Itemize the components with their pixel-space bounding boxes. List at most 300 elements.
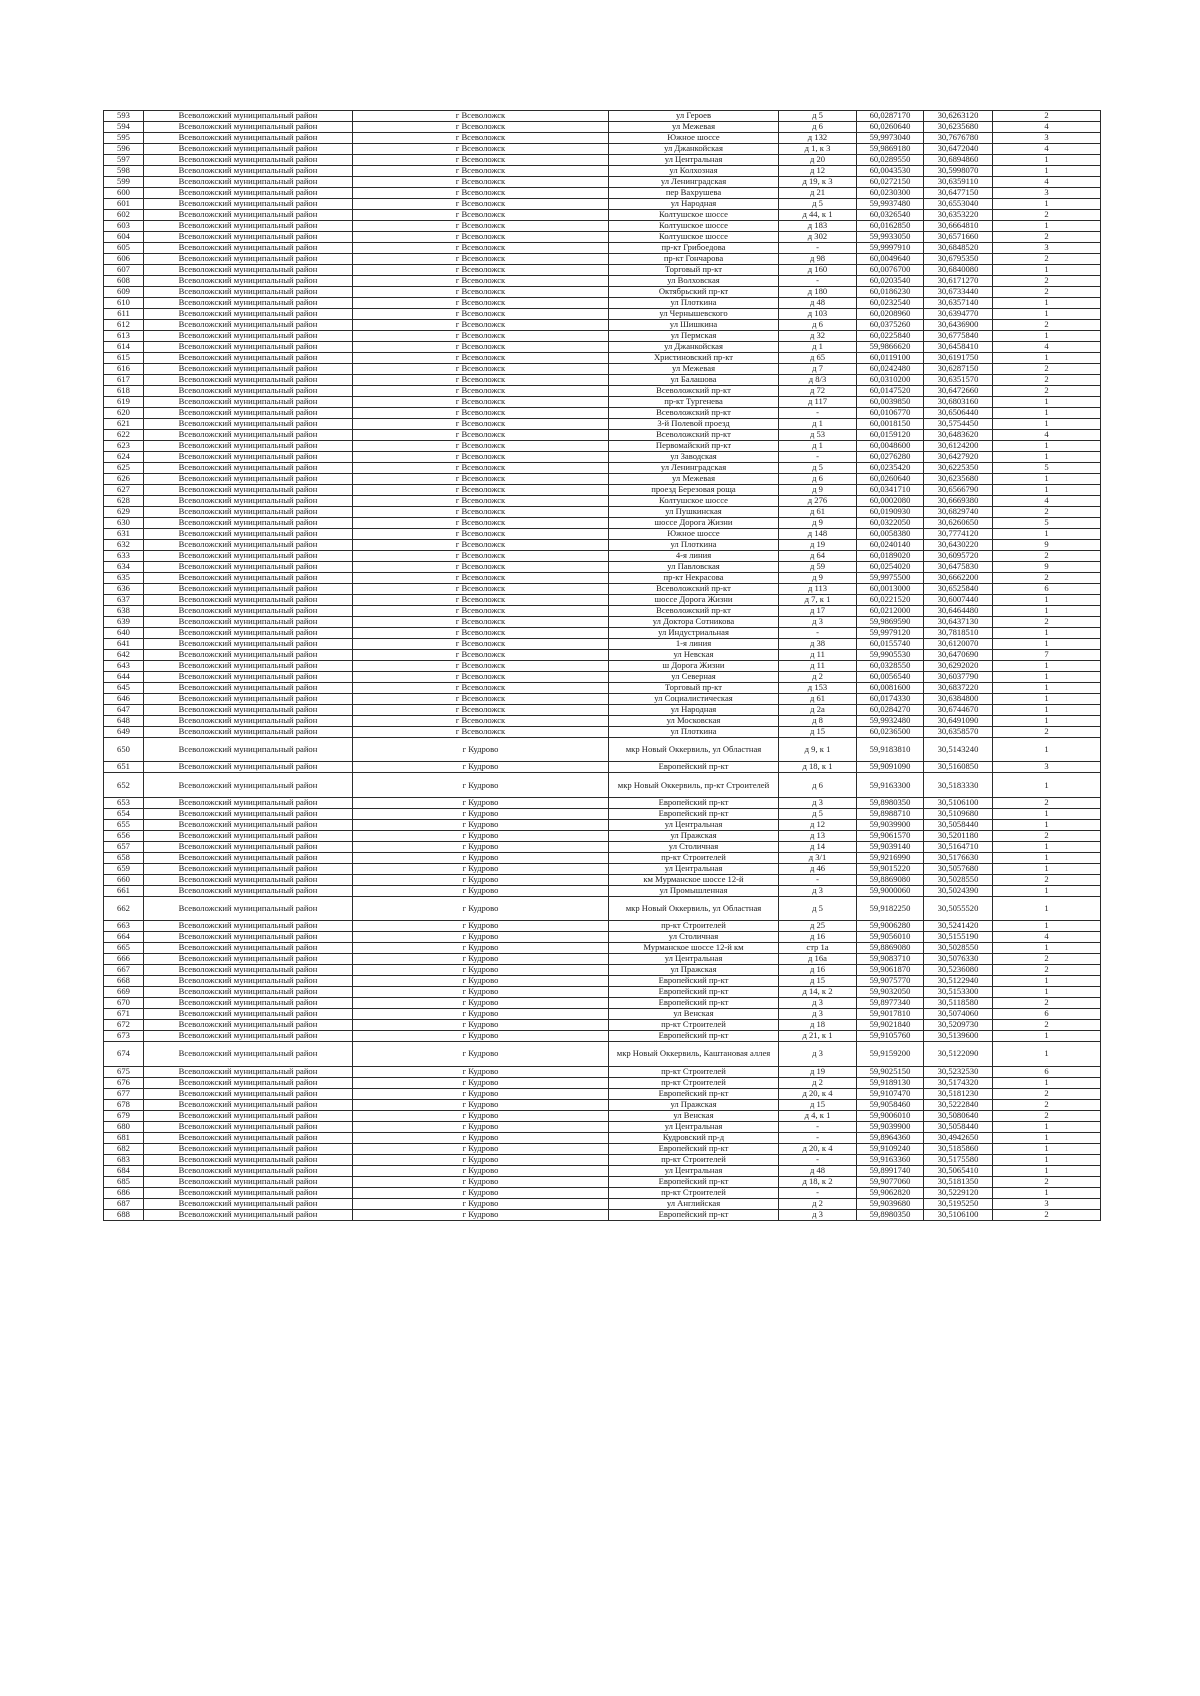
cell-latitude: 59,8980350 [857,1209,924,1220]
cell-latitude: 60,0189020 [857,551,924,562]
cell-latitude: 60,0081600 [857,683,924,694]
cell-row-number: 658 [104,852,144,863]
cell-city: г Всеволожск [353,397,609,408]
cell-longitude: 30,6475830 [924,562,993,573]
cell-city: г Кудрово [353,1154,609,1165]
cell-house: д 7, к 1 [779,595,857,606]
cell-district: Всеволожский муниципальный район [144,430,353,441]
table-row [104,584,1101,595]
cell-city: г Кудрово [353,1209,609,1220]
cell-latitude: 60,0013000 [857,584,924,595]
cell-count: 2 [993,1176,1101,1187]
cell-street: ул Промышленная [609,885,779,896]
cell-city: г Кудрово [353,808,609,819]
cell-city: г Всеволожск [353,364,609,375]
cell-street: ул Павловская [609,562,779,573]
cell-count: 7 [993,650,1101,661]
cell-district: Всеволожский муниципальный район [144,998,353,1009]
cell-longitude: 30,6472040 [924,144,993,155]
table-row [104,650,1101,661]
cell-street: ул Пражская [609,1099,779,1110]
cell-city: г Всеволожск [353,485,609,496]
table-row [104,430,1101,441]
cell-house: д 117 [779,397,857,408]
cell-house: д 21 [779,188,857,199]
table-row [104,830,1101,841]
cell-latitude: 60,0203540 [857,276,924,287]
cell-street: мкр Новый Оккервиль, Каштановая аллея [609,1042,779,1066]
cell-house: д 16а [779,954,857,965]
cell-city: г Всеволожск [353,518,609,529]
cell-latitude: 59,9866620 [857,342,924,353]
cell-row-number: 670 [104,998,144,1009]
cell-city: г Всеволожск [353,166,609,177]
cell-longitude: 30,6525840 [924,584,993,595]
cell-longitude: 30,6037790 [924,672,993,683]
cell-city: г Всеволожск [353,474,609,485]
cell-street: Торговый пр-кт [609,683,779,694]
cell-row-number: 639 [104,617,144,628]
cell-house: д 25 [779,921,857,932]
cell-latitude: 60,0174330 [857,694,924,705]
cell-count: 1 [993,1031,1101,1042]
cell-count: 4 [993,342,1101,353]
cell-count: 2 [993,1209,1101,1220]
cell-district: Всеволожский муниципальный район [144,309,353,320]
cell-house: д 21, к 1 [779,1031,857,1042]
cell-street: ул Волховская [609,276,779,287]
cell-city: г Кудрово [353,932,609,943]
table-row [104,1009,1101,1020]
cell-row-number: 620 [104,408,144,419]
cell-row-number: 632 [104,540,144,551]
cell-street: Европейский пр-кт [609,1143,779,1154]
cell-longitude: 30,5164710 [924,841,993,852]
cell-district: Всеволожский муниципальный район [144,452,353,463]
cell-city: г Всеволожск [353,452,609,463]
cell-count: 6 [993,1066,1101,1077]
cell-district: Всеволожский муниципальный район [144,1099,353,1110]
cell-latitude: 59,9105760 [857,1031,924,1042]
cell-district: Всеволожский муниципальный район [144,773,353,797]
cell-latitude: 59,8869080 [857,943,924,954]
cell-city: г Всеволожск [353,155,609,166]
cell-longitude: 30,5232530 [924,1066,993,1077]
cell-house: д 16 [779,932,857,943]
cell-latitude: 59,8869080 [857,874,924,885]
table-row [104,551,1101,562]
cell-longitude: 30,6436900 [924,320,993,331]
cell-row-number: 610 [104,298,144,309]
cell-row-number: 629 [104,507,144,518]
cell-city: г Кудрово [353,1132,609,1143]
cell-row-number: 681 [104,1132,144,1143]
table-row [104,885,1101,896]
cell-latitude: 60,0260640 [857,474,924,485]
cell-row-number: 607 [104,265,144,276]
cell-count: 1 [993,265,1101,276]
cell-house: д 9 [779,518,857,529]
table-row [104,353,1101,364]
cell-street: Колтушское шоссе [609,210,779,221]
table-row [104,518,1101,529]
cell-row-number: 598 [104,166,144,177]
cell-street: ул Плоткина [609,727,779,738]
table-row [104,562,1101,573]
cell-count: 5 [993,518,1101,529]
cell-latitude: 60,0039850 [857,397,924,408]
cell-latitude: 60,0043530 [857,166,924,177]
cell-district: Всеволожский муниципальный район [144,122,353,133]
cell-district: Всеволожский муниципальный район [144,705,353,716]
cell-latitude: 60,0225840 [857,331,924,342]
cell-count: 3 [993,133,1101,144]
cell-street: ул Социалистическая [609,694,779,705]
cell-row-number: 602 [104,210,144,221]
cell-city: г Всеволожск [353,507,609,518]
table-row [104,540,1101,551]
cell-longitude: 30,5074060 [924,1009,993,1020]
cell-count: 2 [993,1088,1101,1099]
cell-latitude: 60,0208960 [857,309,924,320]
cell-house: д 44, к 1 [779,210,857,221]
cell-longitude: 30,6837220 [924,683,993,694]
cell-count: 4 [993,496,1101,507]
cell-count: 1 [993,606,1101,617]
cell-row-number: 688 [104,1209,144,1220]
table-row [104,819,1101,830]
cell-house: д 19, к 3 [779,177,857,188]
cell-longitude: 30,5028550 [924,943,993,954]
cell-street: пр-кт Строителей [609,1187,779,1198]
cell-count: 2 [993,1099,1101,1110]
cell-street: ул Плоткина [609,298,779,309]
table-row [104,375,1101,386]
cell-house: д 3 [779,617,857,628]
cell-latitude: 60,0147520 [857,386,924,397]
cell-district: Всеволожский муниципальный район [144,1143,353,1154]
cell-city: г Всеволожск [353,639,609,650]
cell-longitude: 30,6124200 [924,441,993,452]
cell-count: 1 [993,661,1101,672]
cell-street: Европейский пр-кт [609,987,779,998]
table-row [104,529,1101,540]
cell-latitude: 59,9025150 [857,1066,924,1077]
cell-latitude: 59,9006280 [857,921,924,932]
cell-count: 1 [993,199,1101,210]
table-row [104,863,1101,874]
cell-district: Всеволожский муниципальный район [144,1187,353,1198]
cell-count: 2 [993,254,1101,265]
cell-district: Всеволожский муниципальный район [144,529,353,540]
cell-row-number: 636 [104,584,144,595]
table-row [104,1143,1101,1154]
cell-latitude: 59,9973040 [857,133,924,144]
cell-house: д 103 [779,309,857,320]
cell-count: 2 [993,276,1101,287]
cell-count: 4 [993,430,1101,441]
cell-street: пр-кт Строителей [609,921,779,932]
table-row [104,166,1101,177]
cell-district: Всеволожский муниципальный район [144,738,353,762]
cell-count: 1 [993,221,1101,232]
cell-latitude: 59,9163360 [857,1154,924,1165]
cell-count: 3 [993,762,1101,773]
cell-city: г Кудрово [353,874,609,885]
cell-city: г Всеволожск [353,683,609,694]
cell-row-number: 655 [104,819,144,830]
cell-house: д 13 [779,830,857,841]
cell-district: Всеволожский муниципальный район [144,474,353,485]
cell-longitude: 30,5241420 [924,921,993,932]
cell-longitude: 30,5160850 [924,762,993,773]
cell-district: Всеволожский муниципальный район [144,943,353,954]
cell-row-number: 673 [104,1031,144,1042]
cell-house: д 14, к 2 [779,987,857,998]
cell-latitude: 59,9869590 [857,617,924,628]
cell-district: Всеволожский муниципальный район [144,987,353,998]
cell-row-number: 684 [104,1165,144,1176]
cell-district: Всеволожский муниципальный район [144,254,353,265]
table-row [104,232,1101,243]
cell-city: г Всеволожск [353,529,609,540]
table-row [104,177,1101,188]
cell-count: 6 [993,1009,1101,1020]
cell-street: Европейский пр-кт [609,1088,779,1099]
cell-longitude: 30,5155190 [924,932,993,943]
cell-longitude: 30,5176630 [924,852,993,863]
cell-house: д 153 [779,683,857,694]
cell-row-number: 615 [104,353,144,364]
table-row [104,874,1101,885]
table-row [104,606,1101,617]
cell-street: ул Народная [609,199,779,210]
cell-district: Всеволожский муниципальный район [144,276,353,287]
cell-district: Всеволожский муниципальный район [144,1031,353,1042]
table-row [104,797,1101,808]
cell-house: д 2 [779,1077,857,1088]
cell-longitude: 30,6669380 [924,496,993,507]
cell-house: д 12 [779,819,857,830]
cell-latitude: 59,9077060 [857,1176,924,1187]
cell-latitude: 59,9182250 [857,896,924,920]
table-row [104,320,1101,331]
cell-count: 2 [993,210,1101,221]
cell-row-number: 687 [104,1198,144,1209]
cell-row-number: 622 [104,430,144,441]
cell-street: Европейский пр-кт [609,976,779,987]
cell-latitude: 59,9937480 [857,199,924,210]
cell-row-number: 612 [104,320,144,331]
cell-house: д 302 [779,232,857,243]
table-row [104,408,1101,419]
cell-city: г Кудрово [353,819,609,830]
cell-district: Всеволожский муниципальный район [144,496,353,507]
cell-count: 1 [993,474,1101,485]
cell-district: Всеволожский муниципальный район [144,852,353,863]
cell-city: г Всеволожск [353,144,609,155]
cell-longitude: 30,5076330 [924,954,993,965]
table-row [104,595,1101,606]
cell-longitude: 30,6007440 [924,595,993,606]
cell-city: г Всеволожск [353,463,609,474]
cell-longitude: 30,5106100 [924,1209,993,1220]
cell-row-number: 613 [104,331,144,342]
cell-row-number: 634 [104,562,144,573]
cell-longitude: 30,6384800 [924,694,993,705]
cell-street: Первомайский пр-кт [609,441,779,452]
cell-count: 1 [993,885,1101,896]
cell-longitude: 30,5122940 [924,976,993,987]
cell-row-number: 628 [104,496,144,507]
cell-longitude: 30,5139600 [924,1031,993,1042]
cell-count: 1 [993,987,1101,998]
cell-row-number: 644 [104,672,144,683]
cell-street: ул Центральная [609,155,779,166]
table-row [104,672,1101,683]
cell-latitude: 59,8988710 [857,808,924,819]
cell-street: Европейский пр-кт [609,808,779,819]
cell-longitude: 30,6235680 [924,122,993,133]
cell-district: Всеволожский муниципальный район [144,863,353,874]
cell-count: 1 [993,921,1101,932]
cell-longitude: 30,6803160 [924,397,993,408]
cell-count: 1 [993,628,1101,639]
cell-house: д 180 [779,287,857,298]
cell-city: г Кудрово [353,976,609,987]
cell-house: д 15 [779,727,857,738]
cell-street: мкр Новый Оккервиль, ул Областная [609,896,779,920]
table-row [104,133,1101,144]
cell-row-number: 616 [104,364,144,375]
cell-house: д 5 [779,199,857,210]
cell-street: Европейский пр-кт [609,1176,779,1187]
cell-city: г Кудрово [353,841,609,852]
table-row [104,144,1101,155]
cell-count: 2 [993,111,1101,122]
cell-street: ул Невская [609,650,779,661]
cell-latitude: 60,0289550 [857,155,924,166]
cell-district: Всеволожский муниципальный район [144,606,353,617]
cell-count: 2 [993,320,1101,331]
cell-longitude: 30,5024390 [924,885,993,896]
cell-latitude: 60,0232540 [857,298,924,309]
cell-district: Всеволожский муниципальный район [144,932,353,943]
table-row [104,841,1101,852]
cell-row-number: 608 [104,276,144,287]
cell-latitude: 60,0310200 [857,375,924,386]
cell-longitude: 30,5080640 [924,1110,993,1121]
cell-district: Всеволожский муниципальный район [144,463,353,474]
cell-house: д 2 [779,672,857,683]
cell-street: ул Ленинградская [609,463,779,474]
cell-count: 9 [993,540,1101,551]
cell-street: Мурманское шоссе 12-й км [609,943,779,954]
cell-district: Всеволожский муниципальный район [144,232,353,243]
cell-longitude: 30,6566790 [924,485,993,496]
cell-longitude: 30,6458410 [924,342,993,353]
cell-city: г Всеволожск [353,573,609,584]
cell-city: г Всеволожск [353,496,609,507]
cell-latitude: 60,0236500 [857,727,924,738]
cell-city: г Всеволожск [353,188,609,199]
cell-street: Европейский пр-кт [609,1031,779,1042]
cell-house: д 38 [779,639,857,650]
cell-row-number: 601 [104,199,144,210]
table-row [104,1165,1101,1176]
cell-count: 1 [993,716,1101,727]
cell-row-number: 596 [104,144,144,155]
address-table-body [104,111,1101,1221]
cell-latitude: 59,9216990 [857,852,924,863]
cell-longitude: 30,6095720 [924,551,993,562]
cell-city: г Кудрово [353,954,609,965]
cell-count: 2 [993,965,1101,976]
cell-latitude: 59,9869180 [857,144,924,155]
cell-district: Всеволожский муниципальный район [144,1020,353,1031]
table-row [104,1088,1101,1099]
cell-district: Всеволожский муниципальный район [144,830,353,841]
cell-street: Европейский пр-кт [609,762,779,773]
cell-count: 4 [993,144,1101,155]
cell-city: г Кудрово [353,1143,609,1154]
cell-district: Всеволожский муниципальный район [144,762,353,773]
cell-district: Всеволожский муниципальный район [144,155,353,166]
cell-city: г Всеволожск [353,331,609,342]
cell-house: д 1, к 3 [779,144,857,155]
cell-district: Всеволожский муниципальный район [144,540,353,551]
cell-street: Южное шоссе [609,529,779,540]
cell-count: 3 [993,243,1101,254]
table-row [104,364,1101,375]
cell-city: г Всеволожск [353,606,609,617]
cell-city: г Кудрово [353,1020,609,1031]
cell-street: Всеволожский пр-кт [609,386,779,397]
cell-city: г Всеволожск [353,419,609,430]
cell-latitude: 59,9183810 [857,738,924,762]
cell-row-number: 654 [104,808,144,819]
cell-house: д 18, к 1 [779,762,857,773]
cell-district: Всеволожский муниципальный район [144,896,353,920]
cell-city: г Всеволожск [353,287,609,298]
cell-district: Всеволожский муниципальный район [144,210,353,221]
cell-latitude: 59,9061870 [857,965,924,976]
cell-count: 1 [993,595,1101,606]
cell-street: ул Венская [609,1110,779,1121]
cell-longitude: 30,6840080 [924,265,993,276]
table-row [104,243,1101,254]
cell-row-number: 685 [104,1176,144,1187]
cell-latitude: 60,0048600 [857,441,924,452]
cell-count: 1 [993,863,1101,874]
cell-city: г Кудрово [353,773,609,797]
table-row [104,507,1101,518]
cell-district: Всеволожский муниципальный район [144,419,353,430]
cell-longitude: 30,5057680 [924,863,993,874]
cell-longitude: 30,6894860 [924,155,993,166]
cell-row-number: 665 [104,943,144,954]
cell-longitude: 30,5055520 [924,896,993,920]
table-row [104,921,1101,932]
cell-longitude: 30,5174320 [924,1077,993,1088]
cell-row-number: 631 [104,529,144,540]
cell-district: Всеволожский муниципальный район [144,797,353,808]
cell-house: д 11 [779,661,857,672]
cell-district: Всеволожский муниципальный район [144,617,353,628]
cell-count: 2 [993,375,1101,386]
cell-count: 3 [993,1198,1101,1209]
cell-city: г Кудрово [353,998,609,1009]
